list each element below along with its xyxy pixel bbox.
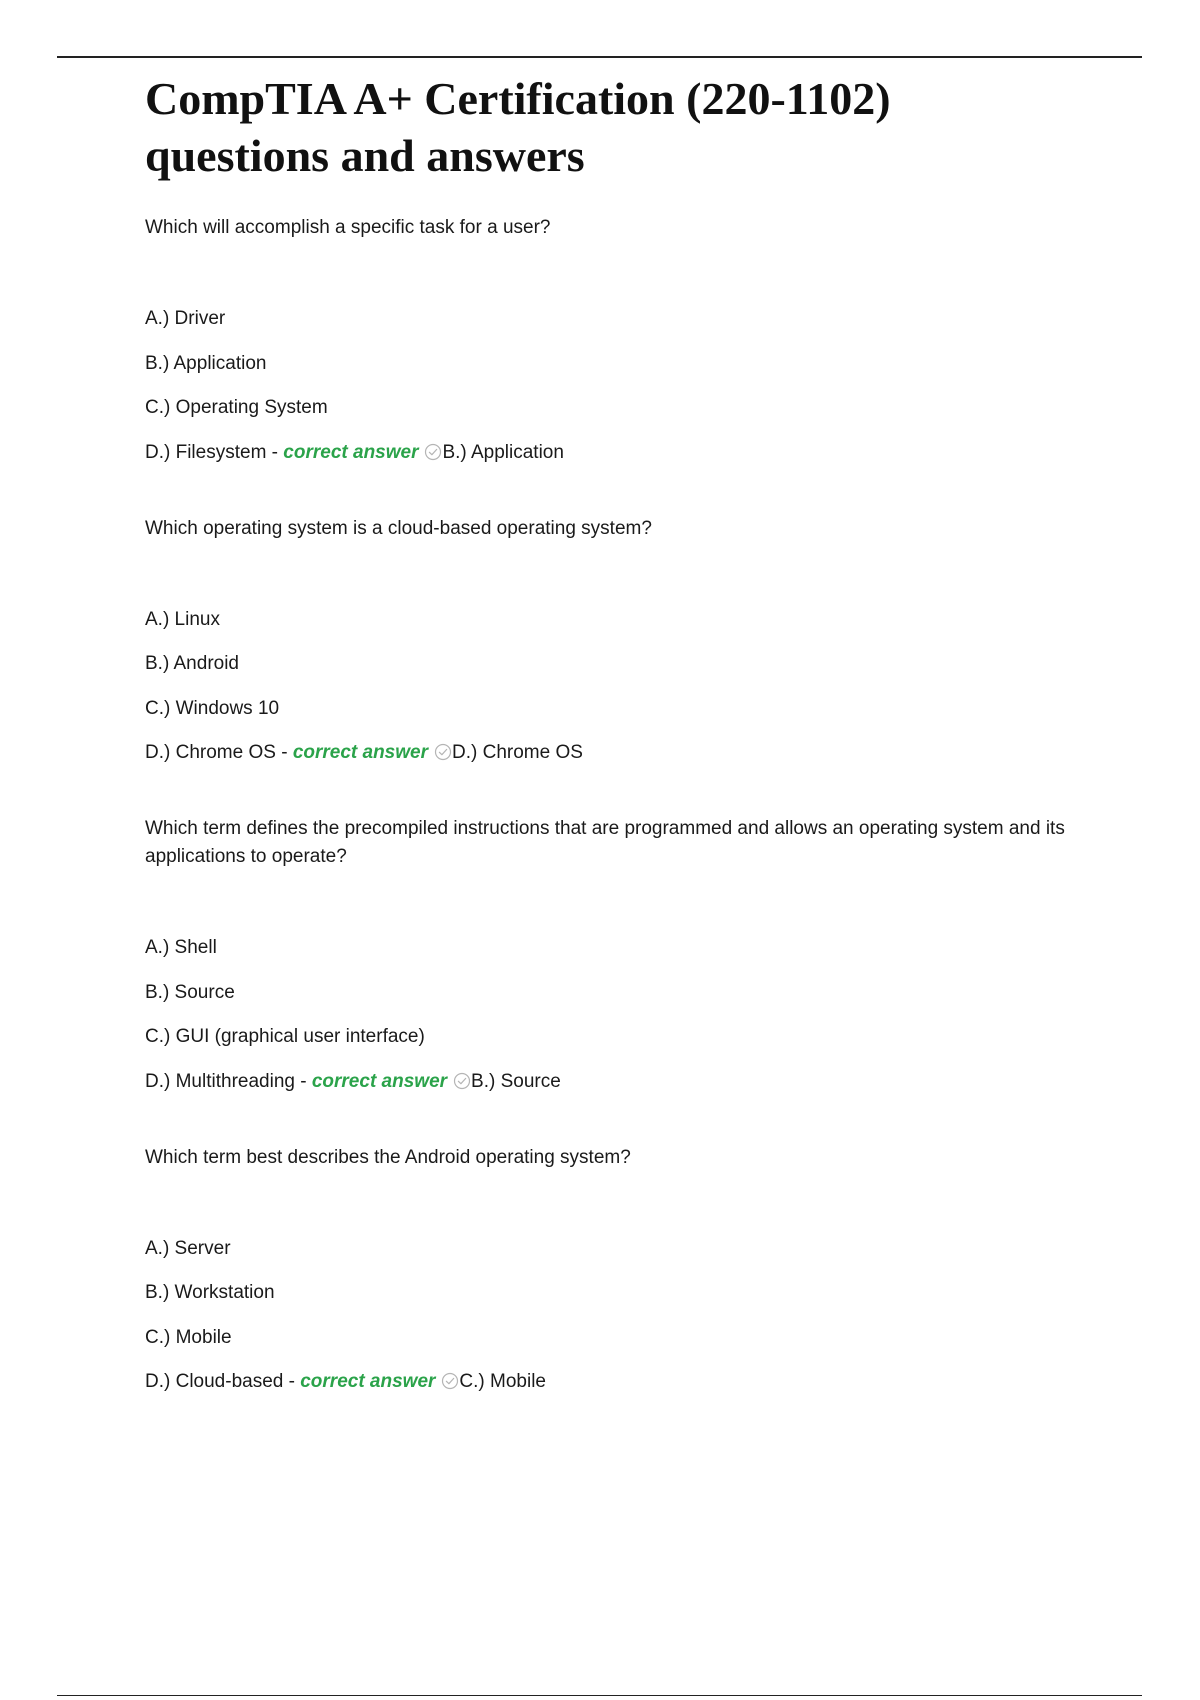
option-item xyxy=(145,934,1085,962)
correct-answer-label: correct answer xyxy=(300,1371,436,1392)
footer-rule xyxy=(57,1695,1142,1696)
answer-separator: - xyxy=(275,742,293,763)
option-text: D.) Chrome OS xyxy=(145,742,276,763)
correct-answer-label: correct answer xyxy=(311,1070,448,1092)
options-list xyxy=(145,1235,1085,1397)
option-text: A.) Server xyxy=(145,1237,231,1259)
check-circle-icon xyxy=(441,1371,459,1389)
answer-text: D.) Chrome OS xyxy=(452,742,583,763)
option-item xyxy=(145,394,1085,422)
options-list xyxy=(145,305,1085,467)
qa-list xyxy=(145,214,1085,1396)
option-item xyxy=(145,1235,1085,1263)
option-text: B.) Android xyxy=(145,653,239,674)
option-item xyxy=(145,350,1085,378)
correct-answer-label: correct answer xyxy=(283,441,419,463)
header-rule xyxy=(57,56,1142,58)
check-circle-icon xyxy=(424,442,442,460)
answer-text: C.) Mobile xyxy=(459,1371,546,1392)
question-block xyxy=(145,515,1085,768)
option-item xyxy=(145,1279,1085,1307)
document-page xyxy=(145,70,1085,1444)
option-text: D.) Cloud-based xyxy=(145,1371,284,1392)
question-block xyxy=(145,815,1085,1096)
option-text: D.) Filesystem xyxy=(145,441,267,463)
option-text: B.) Application xyxy=(145,352,267,374)
answer-text: B.) Source xyxy=(471,1070,561,1092)
option-text: D.) Multithreading xyxy=(145,1070,295,1092)
option-text: C.) GUI (graphical user interface) xyxy=(145,1026,425,1047)
option-item xyxy=(145,1324,1085,1352)
options-list xyxy=(145,606,1085,768)
question-text: Which term best describes the Android operating system? xyxy=(145,1146,631,1168)
question-text: Which term defines the precompiled instructions that are programmed and allows an operating system and its applications to operate? xyxy=(145,818,1065,867)
question-text: Which will accomplish a specific task for a user? xyxy=(145,217,551,238)
options-list xyxy=(145,934,1085,1096)
answer-separator: - xyxy=(283,1371,301,1392)
check-circle-icon xyxy=(453,1071,471,1089)
option-text: C.) Mobile xyxy=(145,1326,232,1348)
answer-separator: - xyxy=(266,441,284,463)
option-text: A.) Linux xyxy=(145,608,220,630)
option-item xyxy=(145,305,1085,333)
answer-separator: - xyxy=(294,1070,312,1092)
option-text: C.) Operating System xyxy=(145,397,328,418)
option-item xyxy=(145,439,1085,467)
option-item xyxy=(145,650,1085,678)
question-block xyxy=(145,214,1085,467)
option-item xyxy=(145,606,1085,634)
option-item xyxy=(145,739,1085,767)
option-text: A.) Shell xyxy=(145,937,217,958)
option-item xyxy=(145,1368,1085,1396)
option-item xyxy=(145,979,1085,1007)
option-item xyxy=(145,695,1085,723)
option-text: C.) Windows 10 xyxy=(145,697,280,719)
check-circle-icon xyxy=(434,742,452,760)
document-title: CompTIA A+ Certification (220-1102) questions and answers xyxy=(145,73,891,181)
option-item xyxy=(145,1023,1085,1051)
option-text: B.) Workstation xyxy=(145,1282,275,1303)
question-block xyxy=(145,1144,1085,1397)
option-text: A.) Driver xyxy=(145,308,226,329)
answer-text: B.) Application xyxy=(442,441,564,463)
option-item xyxy=(145,1068,1085,1096)
correct-answer-label: correct answer xyxy=(292,742,428,763)
option-text: B.) Source xyxy=(145,981,235,1003)
question-text: Which operating system is a cloud-based operating system? xyxy=(145,517,652,539)
